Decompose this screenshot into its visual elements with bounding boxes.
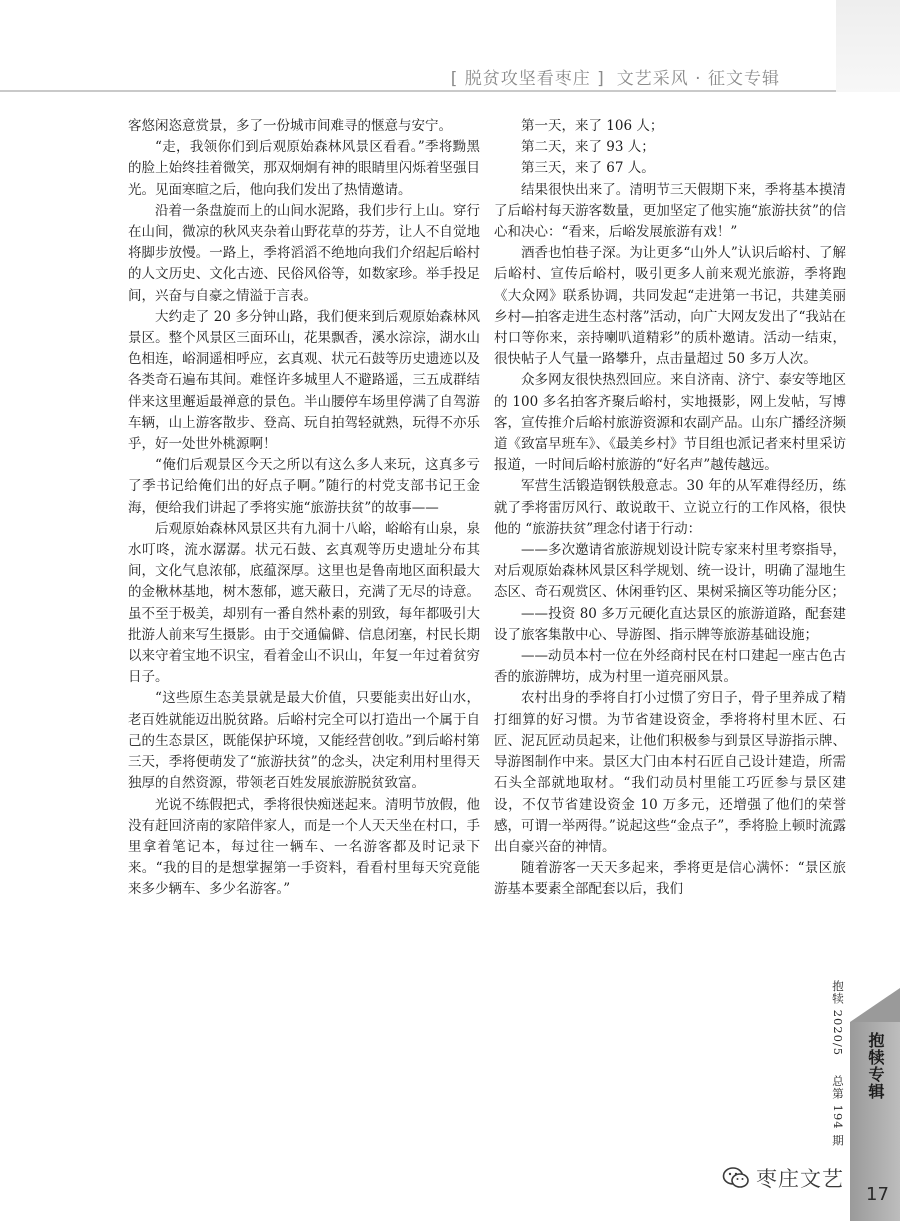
- paragraph: ——动员本村一位在外经商村民在村口建起一座古色古香的旅游牌坊，成为村里一道亮丽风景。: [494, 648, 846, 686]
- paragraph: 沿着一条盘旋而上的山间水泥路，我们步行上山。穿行在山间，微凉的秋风夹杂着山野花草的芬芳，让人不自觉地将脚步放慢。一路上，季将滔滔不绝地向我们介绍起后峪村的人文历史、文化古迹、民俗风俗等，如数家珍。举手投足间，兴奋与自豪之情溢于言表。: [128, 202, 480, 304]
- page-number: 17: [866, 1184, 889, 1205]
- paragraph: 酒香也怕巷子深。为让更多“山外人”认识后峪村、了解后峪村、宣传后峪村，吸引更多人前来观光旅游，季将跑《大众网》联系协调，共同发起“走进第一书记，共建美丽乡村—拍客走进生态村落”活动，向广大网友发出了“我站在村口等你来，亲持喇叭道精彩”的质朴邀请。活动一结束，很快帖子人气量一路攀升，点击量超过 50 多万人次。: [494, 245, 846, 368]
- paragraph: 第一天，来了 106 人；: [521, 118, 664, 134]
- paragraph: 随着游客一天天多起来，季将更是信心满怀：“景区旅游基本要素全部配套以后，我们: [494, 860, 846, 898]
- issue-total: 总第 194 期: [831, 1074, 845, 1147]
- header-section-title: 文艺采风 · 征文专辑: [616, 69, 780, 89]
- paragraph: “走，我领你们到后观原始森林风景区看看。”季将黝黑的脸上始终挂着微笑，那双炯炯有神的眼睛里闪烁着坚强目光。见面寒暄之后，他向我们发出了热情邀请。: [128, 139, 480, 198]
- paragraph: “这些原生态美景就是最大价值，只要能卖出好山水，老百姓就能迈出脱贫路。后峪村完全可以打造出一个属于自己的生态景区，既能保护环境，又能经营创收。”到后峪村第三天，季将便萌发了“旅游扶贫”的念头，决定利用村里得天独厚的自然资源，带领老百姓发展旅游脱贫致富。: [128, 690, 480, 792]
- paragraph: ——多次邀请省旅游规划设计院专家来村里考察指导，对后观原始森林风景区科学规划、统一设计，明确了湿地生态区、奇石观赏区、休闲垂钓区、果树采摘区等功能分区；: [494, 542, 846, 601]
- section-tab-label: 抱犊专辑: [866, 1032, 885, 1100]
- wechat-logo-icon: [722, 1166, 750, 1190]
- paragraph: 第二天，来了 93 人；: [521, 139, 655, 156]
- article-column-right: [494, 116, 846, 901]
- paragraph: 军营生活锻造钢铁般意志。30 年的从军难得经历，练就了季将雷厉风行、敢说敢干、立说立行的工作风格，很快他的 “旅游扶贫”理念付诸于行动：: [494, 478, 846, 537]
- header-column-title: [ 脱贫攻坚看枣庄 ]: [450, 69, 605, 89]
- header-rule: [0, 90, 836, 92]
- issue-date: 抱犊 2020/5: [831, 980, 845, 1057]
- paragraph: 后观原始森林风景区共有九洞十八峪，峪峪有山泉，泉水叮咚，流水潺潺。状元石鼓、玄真观等历史遗址分布其间，文化气息浓郁，底蕴深厚。这里也是鲁南地区面积最大的金楸林基地，树木葱郁，遮天蔽日，充满了无尽的诗意。虽不至于极美，却别有一番自然朴素的别致，每年都吸引大批游人前来写生摄影。由于交通偏僻、信息闭塞，村民长期以来守着宝地不识宝，看着金山不识山，年复一年过着贫穷日子。: [128, 520, 480, 686]
- wechat-watermark: [722, 1160, 844, 1196]
- watermark-text: 枣庄文艺: [756, 1167, 844, 1191]
- paragraph: ——投资 80 多万元硬化直达景区的旅游道路，配套建设了旅客集散中心、导游图、指示牌等旅游基础设施；: [494, 605, 846, 643]
- paragraph: 光说不练假把式，季将很快痴迷起来。清明节放假，他没有赶回济南的家陪伴家人，而是一个人天天坐在村口，手里拿着笔记本，每过往一辆车、一名游客都及时记录下来。“我的目的是想掌握第一手资料，看看村里每天究竟能来多少辆车、多少名游客。”: [128, 796, 480, 898]
- paragraph: 结果很快出来了。清明节三天假期下来，季将基本摸清了后峪村每天游客数量，更加坚定了他实施“旅游扶贫”的信心和决心：“看来，后峪发展旅游有戏！”: [494, 181, 846, 241]
- section-tab-notch: [850, 988, 900, 1022]
- article-column-left: [128, 116, 480, 901]
- paragraph: 众多网友很快热烈回应。来自济南、济宁、泰安等地区的 100 多名拍客齐聚后峪村，实地摄影，网上发帖，写博客，宣传推介后峪村旅游资源和农副产品。山东广播经济频道《致富早班车》、《最美乡村》节目组也派记者来村里采访报道，一时间后峪村旅游的“好名声”越传越远。: [494, 372, 846, 474]
- paragraph: 大约走了 20 多分钟山路，我们便来到后观原始森林风景区。整个风景区三面环山，花果飘香，溪水淙淙，湖水山色相连，峪洞遥相呼应，玄真观、状元石鼓等历史遗迹以及各类奇石遍布其间。难怪许多城里人不避路遥，三五成群结伴来这里邂逅最禅意的景色。半山腰停车场里停满了自驾游车辆，山上游客散步、登高、玩自拍驾轻就熟，玩得不亦乐乎，好一处世外桃源啊！: [128, 308, 480, 453]
- paragraph: 第三天，来了 67 人。: [521, 160, 655, 177]
- paragraph: 农村出身的季将自打小过惯了穷日子，骨子里养成了精打细算的好习惯。为节省建设资金，季将将村里木匠、石匠、泥瓦匠动员起来，让他们积极参与到景区导游指示牌、导游图制作中来。景区大门由本村石匠自己设计建造，所需石头全部就地取材。“我们动员村里能工巧匠参与景区建设，不仅节省建设资金 10 万多元，还增强了他们的荣誉感，可谓一举两得。”说起这些“金点子”，季将脸上顿时流露出自豪兴奋的神情。: [494, 690, 846, 855]
- paragraph: 客悠闲恣意赏景，多了一份城市间难寻的惬意与安宁。: [128, 118, 452, 134]
- header-corner-shade: [836, 0, 900, 92]
- paragraph: “俺们后观景区今天之所以有这么多人来玩，这真多亏了季书记给俺们出的好点子啊。”随行的村党支部书记王金海，便给我们讲起了季将实施“旅游扶贫”的故事——: [128, 457, 480, 516]
- running-header: [451, 64, 780, 89]
